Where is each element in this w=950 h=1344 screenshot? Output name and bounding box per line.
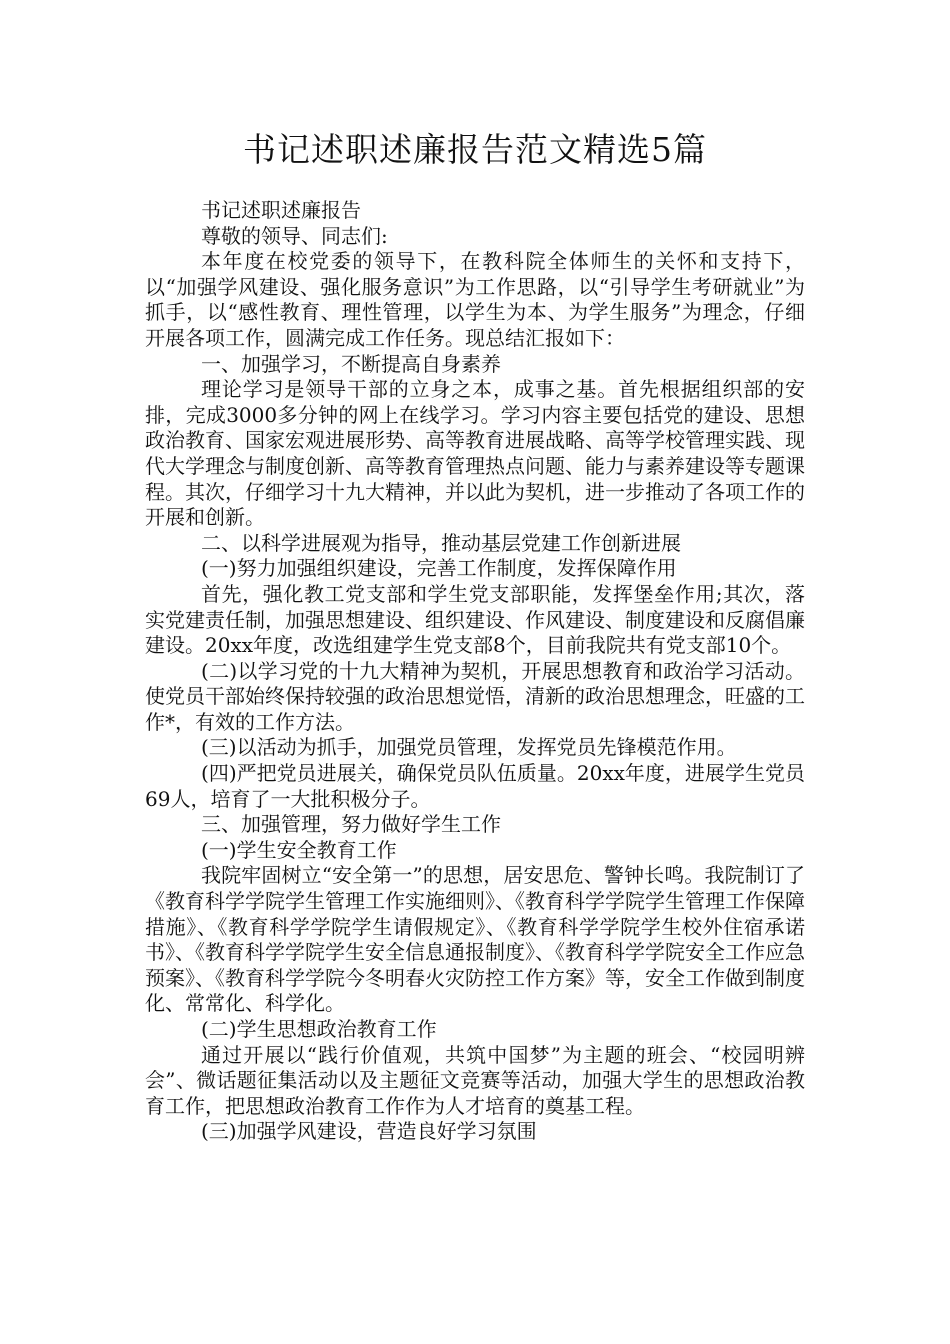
document-body xyxy=(145,198,805,1145)
section-heading-1: 一、加强学习，不断提高自身素养 xyxy=(201,351,501,376)
paragraph-study: 理论学习是领导干部的立身之本，成事之基。首先根据组织部的安排，完成3000多分钟的网上在线学习。学习内容主要包括党的建设、思想政治教育、国家宏观进展形势、高等教育进展战略、高等学校管理实践、现代大学理念与制度创新、高等教育管理热点问题、能力与素养建设等专题课程。其次，仔细学习十九大精神，并以此为契机，进一步推动了各项工作的开展和创新。 xyxy=(145,377,805,530)
paragraph-intro: 本年度在校党委的领导下，在教科院全体师生的关怀和支持下，以“加强学风建设、强化服务意识”为工作思路，以“引导学生考研就业”为抓手，以“感性教育、理性管理，以学生为本、为学生服务”为理念，仔细开展各项工作，圆满完成工作任务。现总结汇报如下： xyxy=(145,249,805,350)
paragraph-salutation: 尊敬的领导、同志们: xyxy=(201,223,388,248)
document-title: 书记述职述廉报告范文精选5篇 xyxy=(243,130,707,169)
subheading-3-3: (三)加强学风建设，营造良好学习氛围 xyxy=(201,1119,537,1144)
paragraph-safety: 我院牢固树立“安全第一”的思想，居安思危、警钟长鸣。我院制订了《教育科学学院学生管理工作实施细则》、《教育科学学院学生管理工作保障措施》、《教育科学学院学生请假规定》、《教育科学学院学生校外住宿承诺书》、《教育科学学院学生安全信息通报制度》、《教育科学学院安全工作应急预案》、《教育科学学院今冬明春火灾防控工作方案》等，安全工作做到制度化、常常化、科学化。 xyxy=(145,863,805,1016)
subheading-3-1: (一)学生安全教育工作 xyxy=(201,837,397,862)
subheading-2-1: (一)努力加强组织建设，完善工作制度，发挥保障作用 xyxy=(201,556,677,581)
section-heading-2: 二、以科学进展观为指导，推动基层党建工作创新进展 xyxy=(201,530,681,555)
paragraph-political-education: 通过开展以“践行价值观，共筑中国梦”为主题的班会、“校园明辨会”、微话题征集活动以及主题征文竞赛等活动，加强大学生的思想政治教育工作，把思想政治教育工作作为人才培育的奠基工程。 xyxy=(145,1042,805,1118)
subheading-2-4: (四)严把党员进展关，确保党员队伍质量。20xx年度，进展学生党员69人，培育了一大批积极分子。 xyxy=(145,761,805,811)
subheading-2-2: (二)以学习党的十九大精神为契机，开展思想教育和政治学习活动。使党员干部始终保持较强的政治思想觉悟，清新的政治思想理念，旺盛的工作*，有效的工作方法。 xyxy=(145,658,805,734)
paragraph-report-heading: 书记述职述廉报告 xyxy=(201,198,361,222)
subheading-2-3: (三)以活动为抓手，加强党员管理，发挥党员先锋模范作用。 xyxy=(201,735,737,760)
paragraph-organization: 首先，强化教工党支部和学生党支部职能，发挥堡垒作用;其次，落实党建责任制，加强思想建设、组织建设、作风建设、制度建设和反腐倡廉建设。20xx年度，改选组建学生党支部8个，目前我院共有党支部10个。 xyxy=(145,581,805,658)
subheading-3-2: (二)学生思想政治教育工作 xyxy=(201,1017,437,1041)
section-heading-3: 三、加强管理，努力做好学生工作 xyxy=(201,812,501,837)
